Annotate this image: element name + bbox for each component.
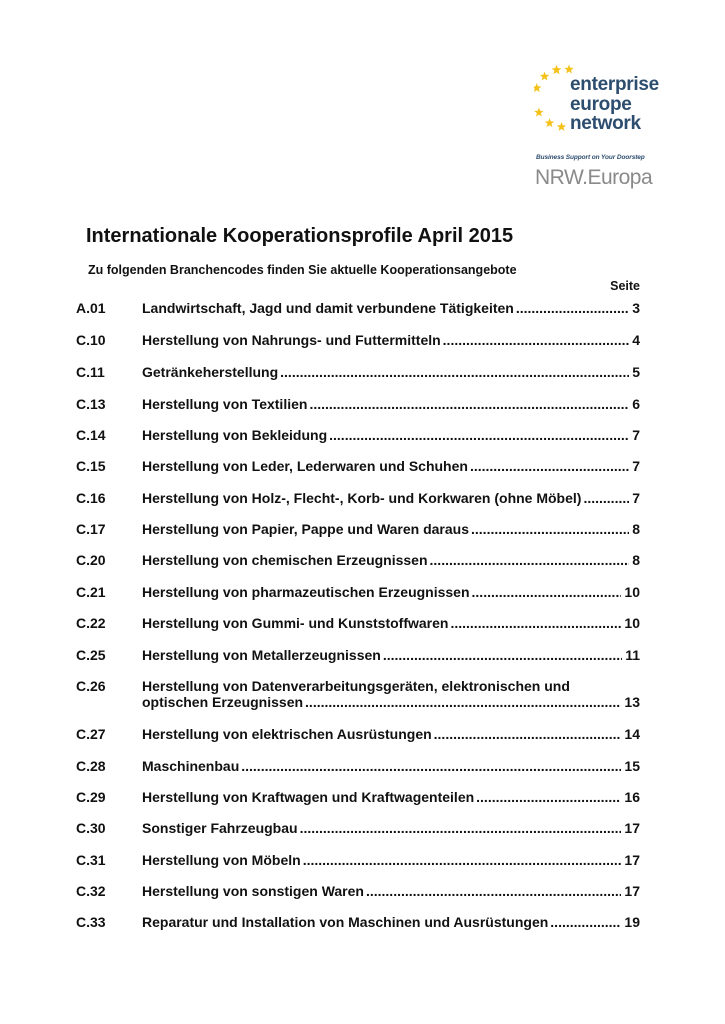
page-number: 10 [624,615,640,631]
toc-entry-text [142,789,640,805]
toc-leader-line [142,584,640,600]
dot-leader [471,521,629,537]
document-subtitle: Zu folgenden Branchencodes finden Sie aktuelle Kooperationsangebote [88,263,517,277]
toc-entry-text [142,584,640,600]
branch-code: A.01 [76,300,106,316]
page-number: 8 [632,552,640,568]
toc-entry-text [142,490,640,506]
branch-code: C.20 [76,552,106,568]
branch-code: C.15 [76,458,106,474]
toc-leader-line [142,332,640,348]
toc-entry-text [142,678,640,710]
page-number: 11 [625,647,640,663]
page-number: 16 [624,789,640,805]
logo-star-icon [552,65,562,74]
dot-leader [305,694,621,710]
entry-title-continued: optischen Erzeugnissen [142,694,304,710]
entry-title: Herstellung von Leder, Lederwaren und Schuhen [142,458,468,474]
logo-star-icon [540,71,550,80]
toc-leader-line [142,647,640,663]
dot-leader [366,883,621,899]
page-number: 7 [632,490,640,506]
toc-entry-text [142,458,640,474]
branch-code: C.21 [76,584,106,600]
entry-title: Herstellung von Datenverarbeitungsgeräten, elektronischen und [142,678,570,694]
logo-line-enterprise: enterprise [570,74,659,95]
branch-code: C.29 [76,789,106,805]
page-number: 4 [632,332,640,348]
toc-entry-text [142,521,640,537]
entry-title: Sonstiger Fahrzeugbau [142,820,298,836]
dot-leader [516,300,629,316]
branch-code: C.13 [76,396,106,412]
dot-leader [241,758,621,774]
logo-star-icon [534,108,544,117]
entry-title: Herstellung von pharmazeutischen Erzeugnissen [142,584,470,600]
entry-title: Herstellung von Holz-, Flecht-, Korb- und Korkwaren (ohne Möbel) [142,490,582,506]
toc-leader-line [142,694,640,710]
page-number: 17 [624,820,640,836]
toc-leader-line [142,883,640,899]
entry-title: Herstellung von sonstigen Waren [142,883,364,899]
page-number: 17 [624,852,640,868]
toc-leader-line [142,820,640,836]
dot-leader [470,458,629,474]
entry-title: Maschinenbau [142,758,240,774]
branch-code: C.16 [76,490,106,506]
toc-leader-line [142,490,640,506]
entry-title: Herstellung von Papier, Pappe und Waren daraus [142,521,470,537]
toc-leader-line [142,758,640,774]
toc-leader-line [142,458,640,474]
entry-title: Herstellung von chemischen Erzeugnissen [142,552,428,568]
toc-entry-text [142,300,640,316]
dot-leader [309,396,629,412]
toc-leader-line [142,521,640,537]
dot-leader [303,852,622,868]
logo-star-icon [545,118,555,127]
entry-title: Herstellung von Kraftwagen und Kraftwagenteilen [142,789,475,805]
logo-line-europe: europe [570,94,632,115]
page-number: 8 [632,521,640,537]
nrw-europa-brand: NRW.Europa [535,166,653,189]
branch-code: C.30 [76,820,106,836]
toc-entry-text [142,883,640,899]
entry-title: Herstellung von Gummi- und Kunststoffwaren [142,615,449,631]
branch-code: C.31 [76,852,106,868]
dot-leader [280,364,629,380]
dot-leader [329,427,629,443]
dot-leader [450,615,621,631]
toc-entry-text [142,332,640,348]
toc-entry-text [142,396,640,412]
toc-leader-line [142,726,640,742]
entry-title: Herstellung von Metallerzeugnissen [142,647,381,663]
toc-leader-line [142,914,640,930]
toc-leader-line [142,396,640,412]
logo-tagline: Business Support on Your Doorstep [536,154,645,161]
star-ring-icon [534,58,574,138]
toc-entry-text [142,726,640,742]
page-number: 14 [624,726,640,742]
page-number: 5 [632,364,640,380]
page-number: 6 [632,396,640,412]
page-number: 15 [624,758,640,774]
branch-code: C.17 [76,521,106,537]
toc-entry-text [142,552,640,568]
branch-code: C.32 [76,883,106,899]
toc-entry-text [142,852,640,868]
page-number: 7 [632,458,640,474]
toc-entry-text [142,647,640,663]
page-number: 7 [632,427,640,443]
logo-star-icon [564,64,574,73]
page-number: 17 [624,883,640,899]
dot-leader [476,789,621,805]
branch-code: C.28 [76,758,106,774]
logo-star-icon [557,122,567,131]
page-number: 19 [624,914,640,930]
dot-leader [383,647,622,663]
dot-leader [443,332,630,348]
page-number: 3 [632,300,640,316]
branch-code: C.14 [76,427,106,443]
branch-code: C.26 [76,678,106,694]
toc-entry-text [142,364,640,380]
page-number: 13 [624,694,640,710]
page-column-header: Seite [610,279,640,293]
entry-title: Herstellung von Textilien [142,396,308,412]
toc-leader-line [142,789,640,805]
entry-title: Herstellung von Nahrungs- und Futtermitteln [142,332,441,348]
toc-entry-text [142,615,640,631]
branch-code: C.27 [76,726,106,742]
dot-leader [472,584,622,600]
toc-leader-line [142,300,640,316]
document-title: Internationale Kooperationsprofile April 2015 [86,225,514,247]
logo-star-icon [534,83,542,92]
branch-code: C.33 [76,914,106,930]
toc-entry-text [142,427,640,443]
logo-line-network: network [570,113,641,134]
toc-leader-line [142,552,640,568]
branch-code: C.10 [76,332,106,348]
toc-entry-text [142,914,640,930]
toc-leader-line [142,852,640,868]
entry-title: Reparatur und Installation von Maschinen und Ausrüstungen [142,914,549,930]
entry-title: Herstellung von Möbeln [142,852,301,868]
enterprise-europe-network-logo [534,58,659,189]
branch-code: C.11 [76,364,105,380]
entry-title: Herstellung von elektrischen Ausrüstungen [142,726,432,742]
dot-leader [583,490,629,506]
toc-entry-text [142,820,640,836]
dot-leader [300,820,622,836]
dot-leader [434,726,622,742]
page-number: 10 [624,584,640,600]
dot-leader [550,914,621,930]
entry-title: Herstellung von Bekleidung [142,427,328,443]
entry-title: Getränkeherstellung [142,364,279,380]
entry-title: Landwirtschaft, Jagd und damit verbundene Tätigkeiten [142,300,514,316]
toc-leader-line [142,427,640,443]
toc-leader-line [142,364,640,380]
toc-leader-line [142,615,640,631]
branch-code: C.22 [76,615,106,631]
branch-code: C.25 [76,647,106,663]
toc-entry-text [142,758,640,774]
dot-leader [430,552,630,568]
